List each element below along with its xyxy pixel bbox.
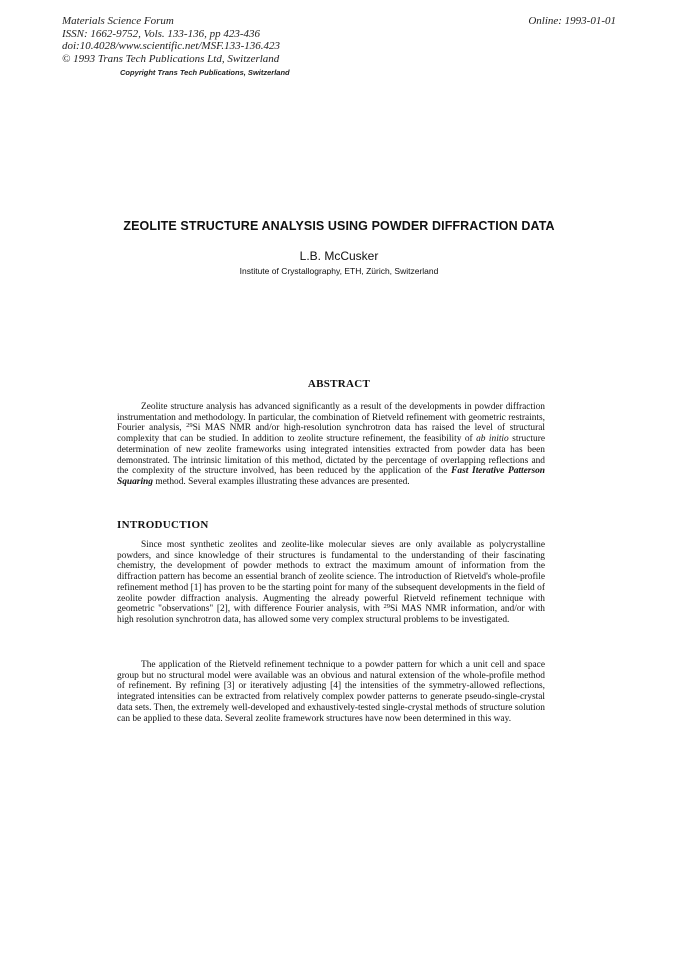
issn-line: ISSN: 1662-9752, Vols. 133-136, pp 423-436	[62, 27, 260, 40]
introduction-paragraph-2: The application of the Rietveld refinement technique to a powder pattern for which a unit cell and space group but no structural model were available was an obvious and natural extension of the whole-profile method of refinement. By refining [3] or iteratively adjusting [4] the intensities of the symmetry-allowed reflections, integrated intensities can be extracted from relatively complex powder patterns to generate pseudo-single-crystal data sets. Then, the extremely well-developed and exhaustively-tested single-crystal methods of structure solution can be applied to these data. Several zeolite framework structures have now been determined in this way.	[117, 660, 545, 724]
introduction-heading: INTRODUCTION	[117, 519, 209, 531]
isotope-superscript: 29	[186, 422, 193, 430]
citation-header	[62, 15, 280, 65]
paper-title: ZEOLITE STRUCTURE ANALYSIS USING POWDER DIFFRACTION DATA	[123, 219, 555, 233]
abstract-heading: ABSTRACT	[307, 378, 371, 390]
online-date: Online: 1993-01-01	[528, 15, 616, 27]
author-name: L.B. McCusker	[299, 249, 379, 263]
copyright-stamp: Copyright Trans Tech Publications, Switzerland	[120, 68, 290, 77]
introduction-paragraph-1: Since most synthetic zeolites and zeolite-like molecular sieves are only available as polycrystalline powders, and since knowledge of their structures is fundamental to the understanding of their fascinating chemistry, the development of powder methods to extract the maximum amount of information from the diffraction pattern has become an essential branch of zeolite science. The introduction of Rietveld's whole-profile refinement method [1] has proven to be the starting point for many of the subsequent developments in the field of zeolite powder diffraction analysis. Augmenting the already powerful Rietveld refinement technique with geometric "observations" [2], with difference Fourier analysis, with $^{29}$Si MAS NMR information, and/or with high resolution synchrotron data, has allowed some very complex structural problems to be investigated.	[117, 540, 545, 625]
author-affiliation: Institute of Crystallography, ETH, Zürich, Switzerland	[239, 266, 439, 276]
abstract-paragraph: Zeolite structure analysis has advanced significantly as a result of the developments in powder diffraction instrumentation and methodology. In particular, the combination of Rietveld refinement with geometric restraints, Fourier analysis, $^{29}$Si MAS NMR and/or high-resolution synchrotron data has raised the level of structural complexity that can be studied. In addition to zeolite structure refinement, the feasibility of ab initio structure determination of new zeolite frameworks using integrated intensities extracted from powder data has been demonstrated. The intrinsic limitation of this method, dictated by the percentage of overlapping reflections and the complexity of the structure involved, has been reduced by the application of the Fast Iterative Patterson Squaring method. Several examples illustrating these advances are presented.	[117, 402, 545, 487]
rights-line: © 1993 Trans Tech Publications Ltd, Switzerland	[62, 52, 280, 65]
emphasis-ab-initio: ab initio	[476, 434, 509, 445]
emphasis-method-name: Fast Iterative Patterson Squaring	[117, 466, 545, 487]
doi-line: doi:10.4028/www.scientific.net/MSF.133-136.423	[62, 40, 281, 52]
journal-name: Materials Science Forum	[62, 15, 174, 27]
isotope-superscript: 29	[383, 603, 390, 611]
